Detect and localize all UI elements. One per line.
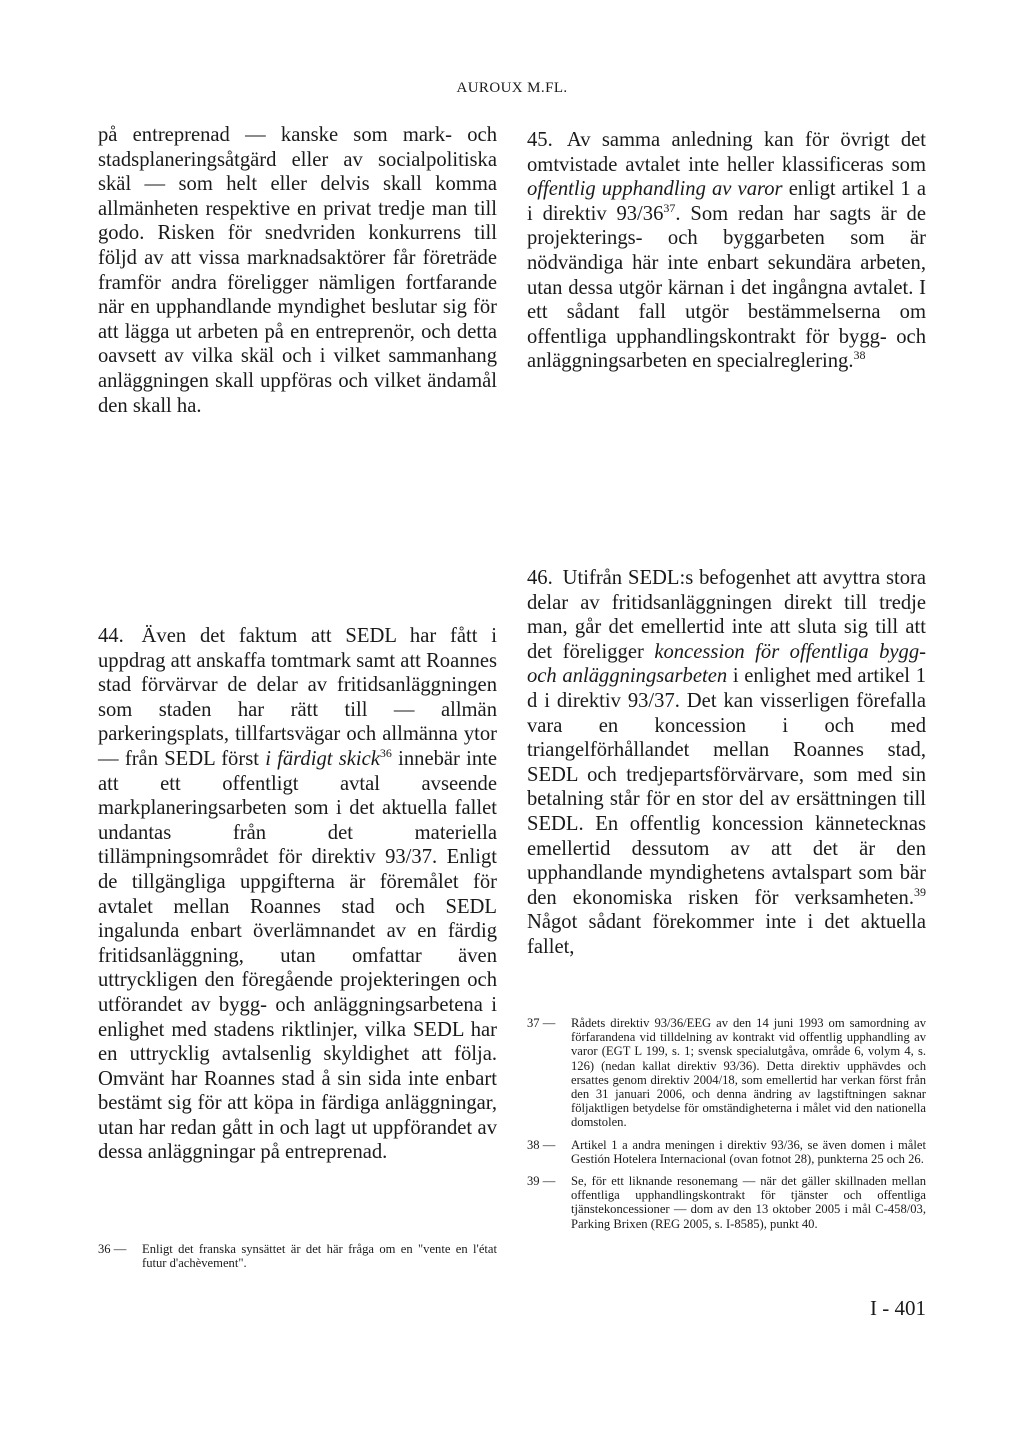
paragraph-46: [527, 566, 926, 960]
paragraph-44: [98, 624, 497, 1165]
paragraph-45: [527, 128, 926, 374]
footnotes-right: [527, 1016, 926, 1239]
emphasis: offentlig upphandling av varor: [527, 178, 783, 201]
text-run: Av samma anledning kan för övrigt det omtvistade avtalet inte heller klassificeras som: [527, 129, 927, 176]
paragraph-text: [527, 566, 926, 960]
text-run: Utifrån SEDL:s befogenhet att avyttra stora delar av fritidsanläggningen direkt till tredje man, går det emellertid inte att sluta sig till att det föreligger: [527, 567, 926, 663]
paragraph-number: 45.: [527, 129, 553, 151]
paragraph-text: [527, 128, 926, 374]
footnote-text: Artikel 1 a andra meningen i direktiv 93/36, se även domen i målet Gestión Hotelera Internacional (ovan fotnot 28), punkterna 25 och 26.: [571, 1137, 926, 1166]
paragraph-text: på entreprenad — kanske som mark- och stadsplaneringsåtgärd eller av socialpolitiska skäl — som helt eller delvis skall komma allmänheten respektive en privat tredje man till godo. Risken för snedvriden konkurrens till följd av att vissa marknadsaktörer får företräde framför andra föreligger nämligen fortfarande när en upphandlande myndighet beslutar sig för att lägga ut arbeten på en entreprenör, och detta oavsett av vilka skäl och i vilket sammanhang anläggningen skall uppföras och vilket ändamål den skall ha.: [98, 124, 497, 417]
footnote-39: [527, 1174, 926, 1231]
text-run: Något sådant förekommer inte i det aktuella fallet,: [527, 911, 926, 958]
page-number: I - 401: [870, 1296, 926, 1320]
text-run: innebär inte att ett offentligt avtal avseende markplaneringsarbeten som i det aktuella fallet undantas från det materiella tillämpningsområdet för direktiv 93/37. Enligt de tillgängliga uppgifterna är föremålet för avtalet mellan Roannes stad och SEDL ingalunda enbart överlämnandet av en färdig fritidsanläggning, utan omfattar även uttryckligen den föregående projekteringen och utförandet av bygg- och anläggningsarbetena i enlighet med stadens riktlinjer, vilka SEDL har en uttrycklig avtalsenlig skyldighet att följa. Omvänt har Roannes stad å sin sida inte enbart bestämt sig för att köpa in färdiga anläggningar, utan har redan gått in och lagt ut uppförandet av dessa anläggningar på entreprenad.: [98, 747, 497, 1164]
footnote-number: 38 —: [527, 1137, 556, 1152]
footnote-ref-36[interactable]: 36: [379, 746, 392, 761]
text-run: i enlighet med artikel 1 d i direktiv 93/37. Det kan visserligen förefalla vara en koncession i och med triangelförhållandet mellan Roannes stad, SEDL och tredjepartsförvärvare, som med sin betalning står för en stor del av ersättningen till SEDL. En offentlig koncession kännetecknas emellertid dessutom av att det är den upphandlande myndighetens avtalspart som bär den ekonomiska risken för verksamheten.: [527, 665, 926, 909]
text-run: enligt artikel 1 a i direktiv 93/36: [527, 178, 926, 225]
footnotes-left: [98, 1242, 497, 1278]
footnote-37: [527, 1016, 926, 1130]
text-run: Även det faktum att SEDL har fått i uppdrag att anskaffa tomtmark samt att Roannes stad förvärvar de delar av fritidsanläggningen som staden har rätt till — allmän parkeringsplats, tillfartsvägar och allmänna ytor — från SEDL först: [98, 625, 497, 770]
footnote-number: 39 —: [527, 1174, 556, 1189]
emphasis: i färdigt skick: [265, 747, 380, 770]
emphasis: koncession för offentliga bygg- och anläggningsarbeten: [527, 640, 926, 688]
paragraph-number: 44.: [98, 625, 124, 647]
footnote-text: Enligt det franska synsättet är det här fråga om en "vente en l'état futur d'achèvement".: [142, 1242, 497, 1271]
footnote-ref-37[interactable]: 37: [663, 200, 676, 215]
text-run: . Som redan har sagts är de projekterings- och byggarbeten som är nödvändiga här inte enbart sekundära arbeten, utan dessa utgör kärnan i det ingångna avtalet. I ett sådant fall utgör bestämmelserna om offentliga upphandlingskontrakt för bygg- och anläggningsarbeten en specialreglering.: [527, 202, 926, 373]
paragraph-continuation: [98, 123, 497, 418]
footnote-text: Rådets direktiv 93/36/EEG av den 14 juni 1993 om samordning av förfarandena vid tilldelning av kontrakt vid offentlig upphandling av varor (EGT L 199, s. 1; svensk specialutgåva, område 6, volym 4, s. 126) (nedan kallat direktiv 93/36). Detta direktiv upphävdes och ersattes genom direktiv 2004/18, som emellertid har verkan först från den 31 januari 2006, och denna ändring av lagstiftningen saknar följaktligen betydelse för omständigheterna i målet vid den nationella domstolen.: [571, 1016, 926, 1130]
footnote-38: [527, 1138, 926, 1166]
footnote-text: Se, för ett liknande resonemang — när det gäller skillnaden mellan offentliga upphandlingskontrakt för tjänster och offentliga tjänstekoncessioner — dom av den 13 oktober 2005 i mål C-458/03, Parking Brixen (REG 2005, s. I-8585), punkt 40.: [571, 1174, 926, 1231]
paragraph-number: 46.: [527, 567, 553, 589]
paragraph-text: [98, 624, 497, 1165]
running-head: AUROUX M.FL.: [456, 80, 568, 96]
footnote-36: [98, 1242, 497, 1270]
footnote-ref-39[interactable]: 39: [914, 884, 926, 899]
footnote-number: 37 —: [527, 1016, 556, 1030]
footnote-number: 36 —: [98, 1242, 127, 1256]
footnote-ref-38[interactable]: 38: [853, 348, 866, 363]
